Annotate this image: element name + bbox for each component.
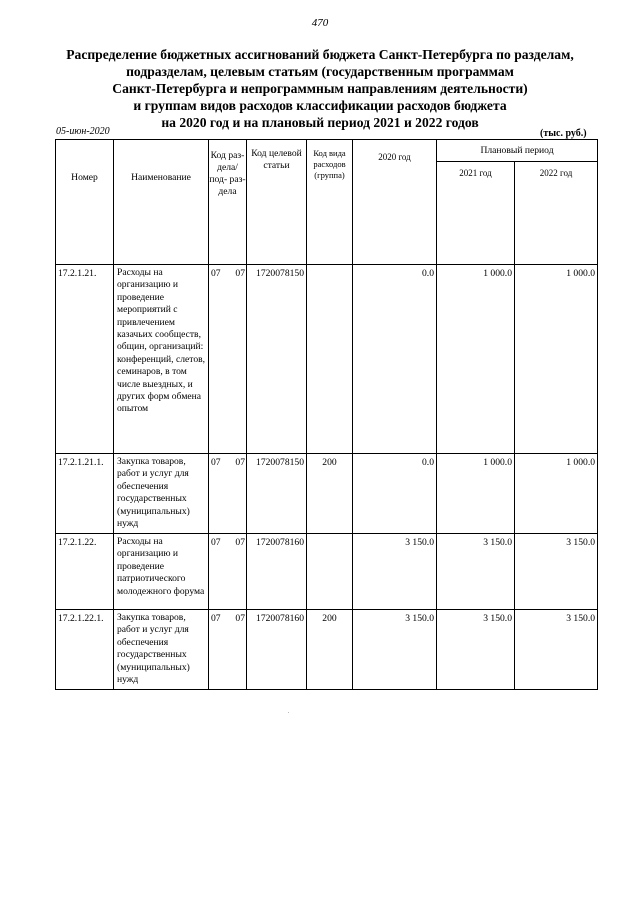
section-code: 07 bbox=[211, 457, 221, 468]
row-amount-2021: 3 150.0 bbox=[437, 534, 515, 610]
header-target: Код целевой статьи bbox=[247, 140, 307, 265]
row-name: Закупка товаров, работ и услуг для обеспечения государственных (муниципальных) нужд bbox=[114, 610, 209, 690]
row-amount-2021: 1 000.0 bbox=[437, 265, 515, 454]
row-name: Расходы на организацию и проведение мероприятий с привлечением казачьих сообществ, общин, организаций: конференций, слетов, семинаров, в том числе выездных, и других форм обмена опытом bbox=[114, 265, 209, 454]
row-section-code bbox=[209, 610, 247, 690]
row-target-code: 1720078150 bbox=[247, 454, 307, 534]
row-amount-2022: 1 000.0 bbox=[515, 265, 598, 454]
subsection-code: 07 bbox=[235, 268, 245, 279]
header-2022: 2022 год bbox=[515, 162, 598, 265]
table-row bbox=[56, 534, 598, 610]
title-line: Распределение бюджетных ассигнований бюджета Санкт-Петербурга по разделам, bbox=[66, 47, 574, 62]
document-title bbox=[40, 46, 600, 131]
row-target-code: 1720078150 bbox=[247, 265, 307, 454]
row-amount-2020: 3 150.0 bbox=[353, 610, 437, 690]
header-2021: 2021 год bbox=[437, 162, 515, 265]
row-target-code: 1720078160 bbox=[247, 610, 307, 690]
title-line: подразделам, целевым статьям (государственным программам bbox=[126, 64, 514, 79]
section-code: 07 bbox=[211, 537, 221, 548]
budget-table bbox=[55, 139, 598, 690]
subsection-code: 07 bbox=[235, 537, 245, 548]
header-name: Наименование bbox=[114, 140, 209, 265]
row-name: Расходы на организацию и проведение патриотического молодежного форума bbox=[114, 534, 209, 610]
section-code: 07 bbox=[211, 268, 221, 279]
header-number: Номер bbox=[56, 140, 114, 265]
header-expense-type: Код вида расходов (группа) bbox=[307, 140, 353, 265]
table-row bbox=[56, 454, 598, 534]
subsection-code: 07 bbox=[235, 457, 245, 468]
section-code: 07 bbox=[211, 613, 221, 624]
row-number: 17.2.1.22. bbox=[56, 534, 114, 610]
row-name: Закупка товаров, работ и услуг для обеспечения государственных (муниципальных) нужд bbox=[114, 454, 209, 534]
units-label: (тыс. руб.) bbox=[540, 128, 587, 139]
row-section-code bbox=[209, 454, 247, 534]
header-planned-period: Плановый период bbox=[437, 140, 598, 162]
row-amount-2020: 0.0 bbox=[353, 265, 437, 454]
row-section-code bbox=[209, 534, 247, 610]
row-amount-2022: 3 150.0 bbox=[515, 534, 598, 610]
header-row bbox=[56, 140, 598, 162]
row-expense-type: 200 bbox=[307, 610, 353, 690]
page-number: 470 bbox=[311, 17, 329, 29]
title-line: Санкт-Петербурга и непрограммным направлениям деятельности) bbox=[112, 81, 528, 96]
subsection-code: 07 bbox=[235, 613, 245, 624]
scan-speck bbox=[288, 712, 289, 713]
row-number: 17.2.1.21.1. bbox=[56, 454, 114, 534]
row-number: 17.2.1.21. bbox=[56, 265, 114, 454]
row-expense-type bbox=[307, 534, 353, 610]
row-amount-2021: 1 000.0 bbox=[437, 454, 515, 534]
row-expense-type: 200 bbox=[307, 454, 353, 534]
header-section: Код раз- дела/ под- раз- дела bbox=[209, 140, 247, 265]
table-row bbox=[56, 610, 598, 690]
row-number: 17.2.1.22.1. bbox=[56, 610, 114, 690]
table-row bbox=[56, 265, 598, 454]
row-amount-2022: 3 150.0 bbox=[515, 610, 598, 690]
row-amount-2020: 0.0 bbox=[353, 454, 437, 534]
row-amount-2021: 3 150.0 bbox=[437, 610, 515, 690]
header-2020: 2020 год bbox=[353, 140, 437, 265]
row-section-code bbox=[209, 265, 247, 454]
row-expense-type bbox=[307, 265, 353, 454]
document-date: 05-июн-2020 bbox=[56, 126, 110, 137]
row-target-code: 1720078160 bbox=[247, 534, 307, 610]
title-line: на 2020 год и на плановый период 2021 и 2022 годов bbox=[161, 115, 479, 130]
title-line: и группам видов расходов классификации расходов бюджета bbox=[133, 98, 507, 113]
row-amount-2020: 3 150.0 bbox=[353, 534, 437, 610]
row-amount-2022: 1 000.0 bbox=[515, 454, 598, 534]
